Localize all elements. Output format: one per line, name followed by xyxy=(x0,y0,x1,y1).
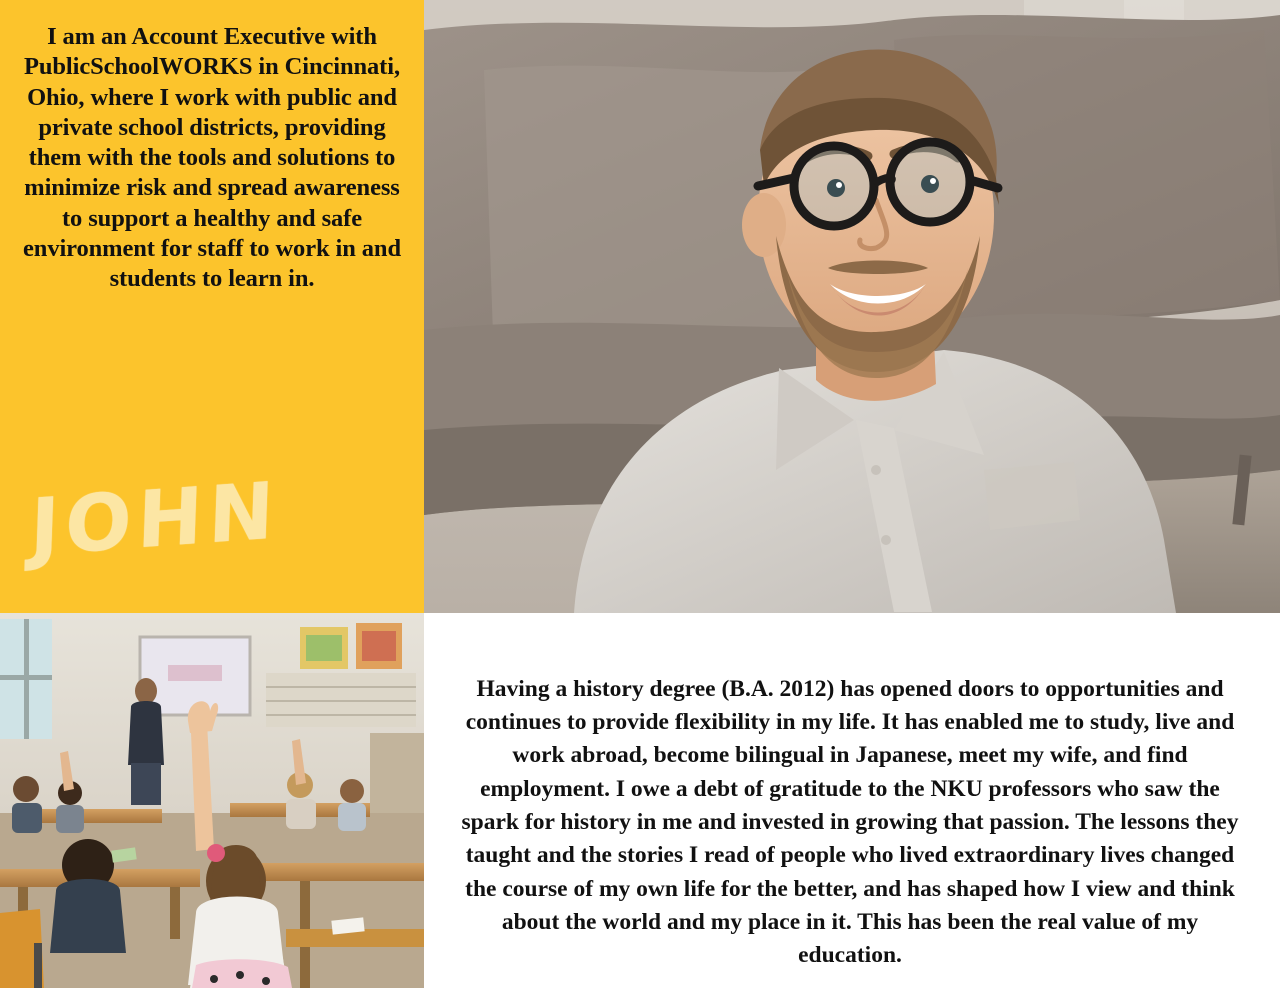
signature-name: JOHN xyxy=(28,466,282,574)
portrait-photo xyxy=(424,0,1280,613)
portrait-illustration xyxy=(424,0,1280,613)
classroom-photo xyxy=(0,613,424,988)
quote-text: I am an Account Executive with PublicSchoolWORKS in Cincinnati, Ohio, where I work with public and private school districts, providing them with the tools and solutions to minimize risk and spread awareness to support a healthy and safe environment for staff to work in and students to learn in. xyxy=(23,23,401,292)
classroom-illustration xyxy=(0,613,424,988)
body-text-panel xyxy=(424,613,1280,988)
quote-panel xyxy=(0,0,424,613)
body-paragraph: Having a history degree (B.A. 2012) has opened doors to opportunities and continues to provide flexibility in my life. It has enabled me to study, live and work abroad, become bilingual in Japanese, meet my wife, and find employment. I owe a debt of gratitude to the NKU professors who saw the spark for history in me and invested in growing that passion. The lessons they taught and the stories I read of people who lived extraordinary lives changed the course of my own life for the better, and has shaped how I view and think about the world and my place in it. This has been the real value of my education. xyxy=(461,675,1239,969)
